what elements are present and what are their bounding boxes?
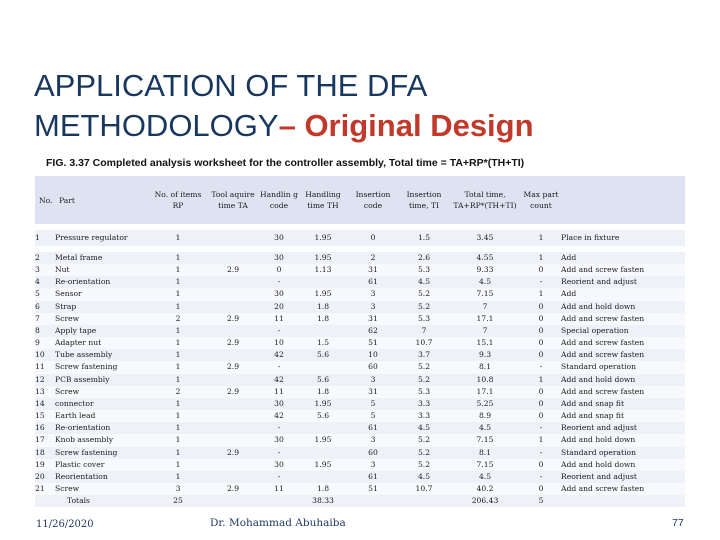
cell-notes: Add and hold down xyxy=(561,434,685,446)
cell-notes: Add and screw fasten xyxy=(561,483,685,495)
totals-row xyxy=(35,495,685,507)
cell-part: connector xyxy=(55,398,149,410)
cell-items-rp: 1 xyxy=(149,398,207,410)
cell-no: 19 xyxy=(35,459,55,471)
cell-insertion-code: 3 xyxy=(347,459,399,471)
cell-handling-time xyxy=(299,422,347,434)
cell-total-time: 8.1 xyxy=(449,447,521,459)
cell-tool-acquire-time xyxy=(207,410,259,422)
cell-no: 7 xyxy=(35,313,55,325)
cell-part: Knob assembly xyxy=(55,434,149,446)
cell-items-rp: 1 xyxy=(149,276,207,288)
totals-empty-cell xyxy=(347,495,399,507)
table-row xyxy=(35,337,685,349)
cell-part: Nut xyxy=(55,264,149,276)
figure-caption: FIG. 3.37 Completed analysis worksheet for the controller assembly, Total time = TA+RP*(TH+TI) xyxy=(46,157,525,169)
cell-total-time: 40.2 xyxy=(449,483,521,495)
header-notes xyxy=(561,176,685,224)
cell-part: Tube assembly xyxy=(55,349,149,361)
cell-no: 16 xyxy=(35,422,55,434)
cell-max-part-count: - xyxy=(521,276,561,288)
cell-insertion-code: 61 xyxy=(347,471,399,483)
cell-notes: Special operation xyxy=(561,325,685,337)
cell-tool-acquire-time xyxy=(207,349,259,361)
cell-no: 18 xyxy=(35,447,55,459)
cell-tool-acquire-time xyxy=(207,230,259,246)
cell-no: 17 xyxy=(35,434,55,446)
cell-max-part-count: 0 xyxy=(521,301,561,313)
table-row xyxy=(35,398,685,410)
table-row xyxy=(35,471,685,483)
cell-insertion-code: 60 xyxy=(347,447,399,459)
cell-items-rp: 1 xyxy=(149,471,207,483)
cell-insertion-time: 4.5 xyxy=(399,471,449,483)
cell-handling-time: 1.13 xyxy=(299,264,347,276)
cell-max-part-count: 0 xyxy=(521,264,561,276)
slide-title xyxy=(34,66,534,146)
cell-total-time: 5.25 xyxy=(449,398,521,410)
totals-items-rp: 25 xyxy=(149,495,207,507)
cell-items-rp: 1 xyxy=(149,374,207,386)
cell-insertion-time: 3.3 xyxy=(399,410,449,422)
cell-total-time: 9.33 xyxy=(449,264,521,276)
cell-items-rp: 1 xyxy=(149,301,207,313)
table-row xyxy=(35,252,685,264)
cell-total-time: 10.8 xyxy=(449,374,521,386)
cell-max-part-count: 1 xyxy=(521,434,561,446)
cell-handling-time xyxy=(299,447,347,459)
table-row xyxy=(35,459,685,471)
cell-no: 3 xyxy=(35,264,55,276)
cell-no: 4 xyxy=(35,276,55,288)
cell-items-rp: 2 xyxy=(149,313,207,325)
cell-handling-code: - xyxy=(259,325,299,337)
cell-notes: Add and screw fasten xyxy=(561,313,685,325)
cell-notes: Add and screw fasten xyxy=(561,264,685,276)
header-items-rp: No. of items RP xyxy=(149,176,207,224)
title-highlight: – Original Design xyxy=(278,108,534,143)
cell-max-part-count: - xyxy=(521,447,561,459)
cell-insertion-time: 3.7 xyxy=(399,349,449,361)
cell-part: Adapter nut xyxy=(55,337,149,349)
cell-handling-code: 11 xyxy=(259,386,299,398)
cell-items-rp: 1 xyxy=(149,459,207,471)
table-row xyxy=(35,483,685,495)
cell-max-part-count: - xyxy=(521,361,561,373)
cell-total-time: 7.15 xyxy=(449,459,521,471)
cell-tool-acquire-time xyxy=(207,288,259,300)
cell-part: Strap xyxy=(55,301,149,313)
table-row xyxy=(35,325,685,337)
cell-notes: Add xyxy=(561,252,685,264)
cell-max-part-count: - xyxy=(521,422,561,434)
header-part: Part xyxy=(55,176,149,224)
cell-handling-code: 30 xyxy=(259,252,299,264)
cell-max-part-count: 0 xyxy=(521,459,561,471)
cell-part: Plastic cover xyxy=(55,459,149,471)
cell-insertion-time: 1.5 xyxy=(399,230,449,246)
cell-no: 14 xyxy=(35,398,55,410)
cell-no: 12 xyxy=(35,374,55,386)
cell-handling-code: 0 xyxy=(259,264,299,276)
cell-handling-code: 30 xyxy=(259,434,299,446)
cell-no: 20 xyxy=(35,471,55,483)
totals-handling-time: 38.33 xyxy=(299,495,347,507)
cell-total-time: 7.15 xyxy=(449,288,521,300)
cell-insertion-code: 31 xyxy=(347,386,399,398)
cell-handling-time: 1.5 xyxy=(299,337,347,349)
cell-items-rp: 1 xyxy=(149,361,207,373)
table-row xyxy=(35,410,685,422)
cell-insertion-time: 5.2 xyxy=(399,434,449,446)
cell-insertion-time: 7 xyxy=(399,325,449,337)
cell-insertion-time: 10.7 xyxy=(399,483,449,495)
cell-insertion-code: 5 xyxy=(347,398,399,410)
cell-insertion-code: 10 xyxy=(347,349,399,361)
cell-handling-code: - xyxy=(259,422,299,434)
cell-insertion-code: 5 xyxy=(347,410,399,422)
cell-part: Reorientation xyxy=(55,471,149,483)
cell-tool-acquire-time xyxy=(207,374,259,386)
cell-handling-code: - xyxy=(259,276,299,288)
cell-tool-acquire-time xyxy=(207,398,259,410)
cell-notes: Add and screw fasten xyxy=(561,386,685,398)
totals-empty-cell xyxy=(399,495,449,507)
cell-no: 2 xyxy=(35,252,55,264)
cell-max-part-count: 1 xyxy=(521,252,561,264)
cell-notes: Reorient and adjust xyxy=(561,422,685,434)
cell-notes: Standard operation xyxy=(561,361,685,373)
cell-tool-acquire-time: 2.9 xyxy=(207,447,259,459)
cell-insertion-time: 3.3 xyxy=(399,398,449,410)
cell-tool-acquire-time: 2.9 xyxy=(207,361,259,373)
cell-insertion-code: 62 xyxy=(347,325,399,337)
totals-max-part-count: 5 xyxy=(521,495,561,507)
cell-insertion-code: 60 xyxy=(347,361,399,373)
cell-insertion-time: 5.3 xyxy=(399,386,449,398)
cell-notes: Add and hold down xyxy=(561,459,685,471)
cell-handling-code: 20 xyxy=(259,301,299,313)
cell-max-part-count: 0 xyxy=(521,483,561,495)
cell-tool-acquire-time xyxy=(207,276,259,288)
cell-handling-time xyxy=(299,325,347,337)
cell-insertion-time: 2.6 xyxy=(399,252,449,264)
cell-part: Metal frame xyxy=(55,252,149,264)
dfa-worksheet-table xyxy=(35,176,685,507)
cell-notes: Add and screw fasten xyxy=(561,337,685,349)
cell-handling-time: 5.6 xyxy=(299,410,347,422)
table-row xyxy=(35,374,685,386)
title-part-1: APPLICATION OF THE DFA xyxy=(34,68,428,103)
cell-total-time: 8.1 xyxy=(449,361,521,373)
cell-insertion-time: 5.2 xyxy=(399,459,449,471)
cell-total-time: 7 xyxy=(449,301,521,313)
cell-handling-code: 10 xyxy=(259,337,299,349)
cell-part: Screw xyxy=(55,483,149,495)
cell-tool-acquire-time xyxy=(207,459,259,471)
totals-empty-cell xyxy=(35,495,55,507)
cell-handling-code: 30 xyxy=(259,230,299,246)
cell-items-rp: 2 xyxy=(149,386,207,398)
cell-insertion-time: 5.2 xyxy=(399,374,449,386)
cell-handling-time: 5.6 xyxy=(299,349,347,361)
cell-no: 5 xyxy=(35,288,55,300)
cell-max-part-count: - xyxy=(521,471,561,483)
cell-total-time: 8.9 xyxy=(449,410,521,422)
cell-tool-acquire-time xyxy=(207,434,259,446)
table-row xyxy=(35,447,685,459)
totals-part: Totals xyxy=(55,495,149,507)
table-row xyxy=(35,288,685,300)
cell-part: Re-orientation xyxy=(55,422,149,434)
footer-author: Dr. Mohammad Abuhaiba xyxy=(210,517,346,529)
cell-handling-code: - xyxy=(259,447,299,459)
cell-notes: Add and hold down xyxy=(561,301,685,313)
cell-tool-acquire-time xyxy=(207,325,259,337)
cell-part: Screw fastening xyxy=(55,447,149,459)
cell-part: Screw fastening xyxy=(55,361,149,373)
cell-insertion-time: 5.2 xyxy=(399,447,449,459)
cell-handling-code: 30 xyxy=(259,288,299,300)
cell-notes: Add and screw fasten xyxy=(561,349,685,361)
cell-insertion-code: 61 xyxy=(347,422,399,434)
header-no: No. xyxy=(35,176,55,224)
cell-insertion-code: 3 xyxy=(347,288,399,300)
cell-max-part-count: 0 xyxy=(521,337,561,349)
cell-total-time: 4.5 xyxy=(449,422,521,434)
cell-insertion-time: 5.2 xyxy=(399,301,449,313)
cell-items-rp: 1 xyxy=(149,337,207,349)
cell-items-rp: 1 xyxy=(149,410,207,422)
cell-total-time: 4.5 xyxy=(449,276,521,288)
cell-no: 9 xyxy=(35,337,55,349)
table-row xyxy=(35,264,685,276)
cell-handling-code: 30 xyxy=(259,398,299,410)
cell-items-rp: 1 xyxy=(149,325,207,337)
cell-insertion-time: 5.2 xyxy=(399,288,449,300)
cell-tool-acquire-time: 2.9 xyxy=(207,264,259,276)
cell-items-rp: 1 xyxy=(149,230,207,246)
cell-notes: Add and snap fit xyxy=(561,398,685,410)
cell-insertion-code: 51 xyxy=(347,483,399,495)
cell-notes: Place in fixture xyxy=(561,230,685,246)
cell-items-rp: 3 xyxy=(149,483,207,495)
cell-insertion-code: 0 xyxy=(347,230,399,246)
cell-tool-acquire-time: 2.9 xyxy=(207,386,259,398)
cell-insertion-code: 2 xyxy=(347,252,399,264)
cell-insertion-code: 51 xyxy=(347,337,399,349)
cell-handling-time xyxy=(299,361,347,373)
cell-max-part-count: 1 xyxy=(521,230,561,246)
cell-items-rp: 1 xyxy=(149,264,207,276)
cell-handling-time xyxy=(299,276,347,288)
cell-total-time: 9.3 xyxy=(449,349,521,361)
cell-insertion-time: 10.7 xyxy=(399,337,449,349)
cell-insertion-time: 5.2 xyxy=(399,361,449,373)
header-insertion-code: Insertion code xyxy=(347,176,399,224)
cell-no: 13 xyxy=(35,386,55,398)
cell-notes: Standard operation xyxy=(561,447,685,459)
cell-insertion-time: 5.3 xyxy=(399,264,449,276)
cell-max-part-count: 1 xyxy=(521,288,561,300)
header-handling-code: Handlin g code xyxy=(259,176,299,224)
cell-handling-time: 1.8 xyxy=(299,386,347,398)
cell-insertion-time: 4.5 xyxy=(399,422,449,434)
cell-part: Sensor xyxy=(55,288,149,300)
cell-insertion-code: 3 xyxy=(347,374,399,386)
cell-total-time: 4.55 xyxy=(449,252,521,264)
cell-notes: Reorient and adjust xyxy=(561,471,685,483)
totals-empty-cell xyxy=(207,495,259,507)
cell-items-rp: 1 xyxy=(149,349,207,361)
cell-part: Re-orientation xyxy=(55,276,149,288)
cell-total-time: 7 xyxy=(449,325,521,337)
cell-max-part-count: 0 xyxy=(521,386,561,398)
cell-insertion-code: 31 xyxy=(347,313,399,325)
cell-notes: Reorient and adjust xyxy=(561,276,685,288)
table-row xyxy=(35,386,685,398)
cell-items-rp: 1 xyxy=(149,434,207,446)
cell-total-time: 4.5 xyxy=(449,471,521,483)
table-row xyxy=(35,301,685,313)
cell-handling-time: 1.95 xyxy=(299,434,347,446)
cell-tool-acquire-time xyxy=(207,471,259,483)
cell-handling-time: 1.8 xyxy=(299,301,347,313)
cell-handling-time: 1.95 xyxy=(299,288,347,300)
table-row xyxy=(35,361,685,373)
cell-handling-code: - xyxy=(259,471,299,483)
table-header-row xyxy=(35,176,685,224)
cell-insertion-code: 3 xyxy=(347,301,399,313)
table-row xyxy=(35,422,685,434)
cell-no: 6 xyxy=(35,301,55,313)
cell-total-time: 3.45 xyxy=(449,230,521,246)
table-row xyxy=(35,230,685,246)
cell-part: Earth lead xyxy=(55,410,149,422)
cell-no: 21 xyxy=(35,483,55,495)
cell-handling-time: 5.6 xyxy=(299,374,347,386)
cell-total-time: 17.1 xyxy=(449,386,521,398)
cell-tool-acquire-time: 2.9 xyxy=(207,483,259,495)
cell-total-time: 7.15 xyxy=(449,434,521,446)
cell-handling-code: 42 xyxy=(259,374,299,386)
table-row xyxy=(35,434,685,446)
cell-handling-code: 42 xyxy=(259,349,299,361)
cell-insertion-time: 4.5 xyxy=(399,276,449,288)
table-row xyxy=(35,313,685,325)
cell-handling-time: 1.8 xyxy=(299,313,347,325)
header-max-part-count: Max part count xyxy=(521,176,561,224)
cell-tool-acquire-time: 2.9 xyxy=(207,337,259,349)
totals-empty-cell xyxy=(561,495,685,507)
cell-total-time: 17.1 xyxy=(449,313,521,325)
cell-no: 15 xyxy=(35,410,55,422)
cell-notes: Add and snap fit xyxy=(561,410,685,422)
cell-tool-acquire-time: 2.9 xyxy=(207,313,259,325)
cell-handling-time: 1.95 xyxy=(299,252,347,264)
cell-handling-code: 30 xyxy=(259,459,299,471)
cell-items-rp: 1 xyxy=(149,447,207,459)
cell-items-rp: 1 xyxy=(149,422,207,434)
table-row xyxy=(35,349,685,361)
cell-part: PCB assembly xyxy=(55,374,149,386)
totals-total-time: 206.43 xyxy=(449,495,521,507)
cell-max-part-count: 0 xyxy=(521,349,561,361)
cell-max-part-count: 0 xyxy=(521,325,561,337)
cell-no: 8 xyxy=(35,325,55,337)
cell-no: 1 xyxy=(35,230,55,246)
cell-handling-code: 11 xyxy=(259,313,299,325)
cell-insertion-code: 61 xyxy=(347,276,399,288)
cell-total-time: 15.1 xyxy=(449,337,521,349)
footer-date: 11/26/2020 xyxy=(36,519,94,530)
cell-handling-time: 1.95 xyxy=(299,459,347,471)
cell-part: Pressure regulator xyxy=(55,230,149,246)
cell-items-rp: 1 xyxy=(149,252,207,264)
header-handling-time: Handling time TH xyxy=(299,176,347,224)
cell-part: Apply tape xyxy=(55,325,149,337)
totals-empty-cell xyxy=(259,495,299,507)
cell-notes: Add xyxy=(561,288,685,300)
cell-tool-acquire-time xyxy=(207,422,259,434)
cell-notes: Add and hold down xyxy=(561,374,685,386)
cell-handling-code: 42 xyxy=(259,410,299,422)
cell-insertion-time: 5.3 xyxy=(399,313,449,325)
cell-max-part-count: 0 xyxy=(521,398,561,410)
cell-handling-code: - xyxy=(259,361,299,373)
page-number: 77 xyxy=(672,517,684,529)
cell-handling-code: 11 xyxy=(259,483,299,495)
cell-handling-time xyxy=(299,471,347,483)
cell-no: 11 xyxy=(35,361,55,373)
header-total-time: Total time, TA+RP*(TH+TI) xyxy=(449,176,521,224)
cell-tool-acquire-time xyxy=(207,301,259,313)
header-insertion-time: Insertion time, TI xyxy=(399,176,449,224)
title-part-2: METHODOLOGY xyxy=(34,108,279,143)
cell-handling-time: 1.95 xyxy=(299,398,347,410)
cell-max-part-count: 0 xyxy=(521,313,561,325)
cell-max-part-count: 1 xyxy=(521,374,561,386)
cell-part: Screw xyxy=(55,313,149,325)
cell-handling-time: 1.8 xyxy=(299,483,347,495)
cell-max-part-count: 0 xyxy=(521,410,561,422)
cell-insertion-code: 3 xyxy=(347,434,399,446)
cell-handling-time: 1.95 xyxy=(299,230,347,246)
cell-no: 10 xyxy=(35,349,55,361)
cell-tool-acquire-time xyxy=(207,252,259,264)
table-row xyxy=(35,276,685,288)
header-tool-acquire-time: Tool aquire time TA xyxy=(207,176,259,224)
cell-part: Screw xyxy=(55,386,149,398)
cell-insertion-code: 31 xyxy=(347,264,399,276)
cell-items-rp: 1 xyxy=(149,288,207,300)
